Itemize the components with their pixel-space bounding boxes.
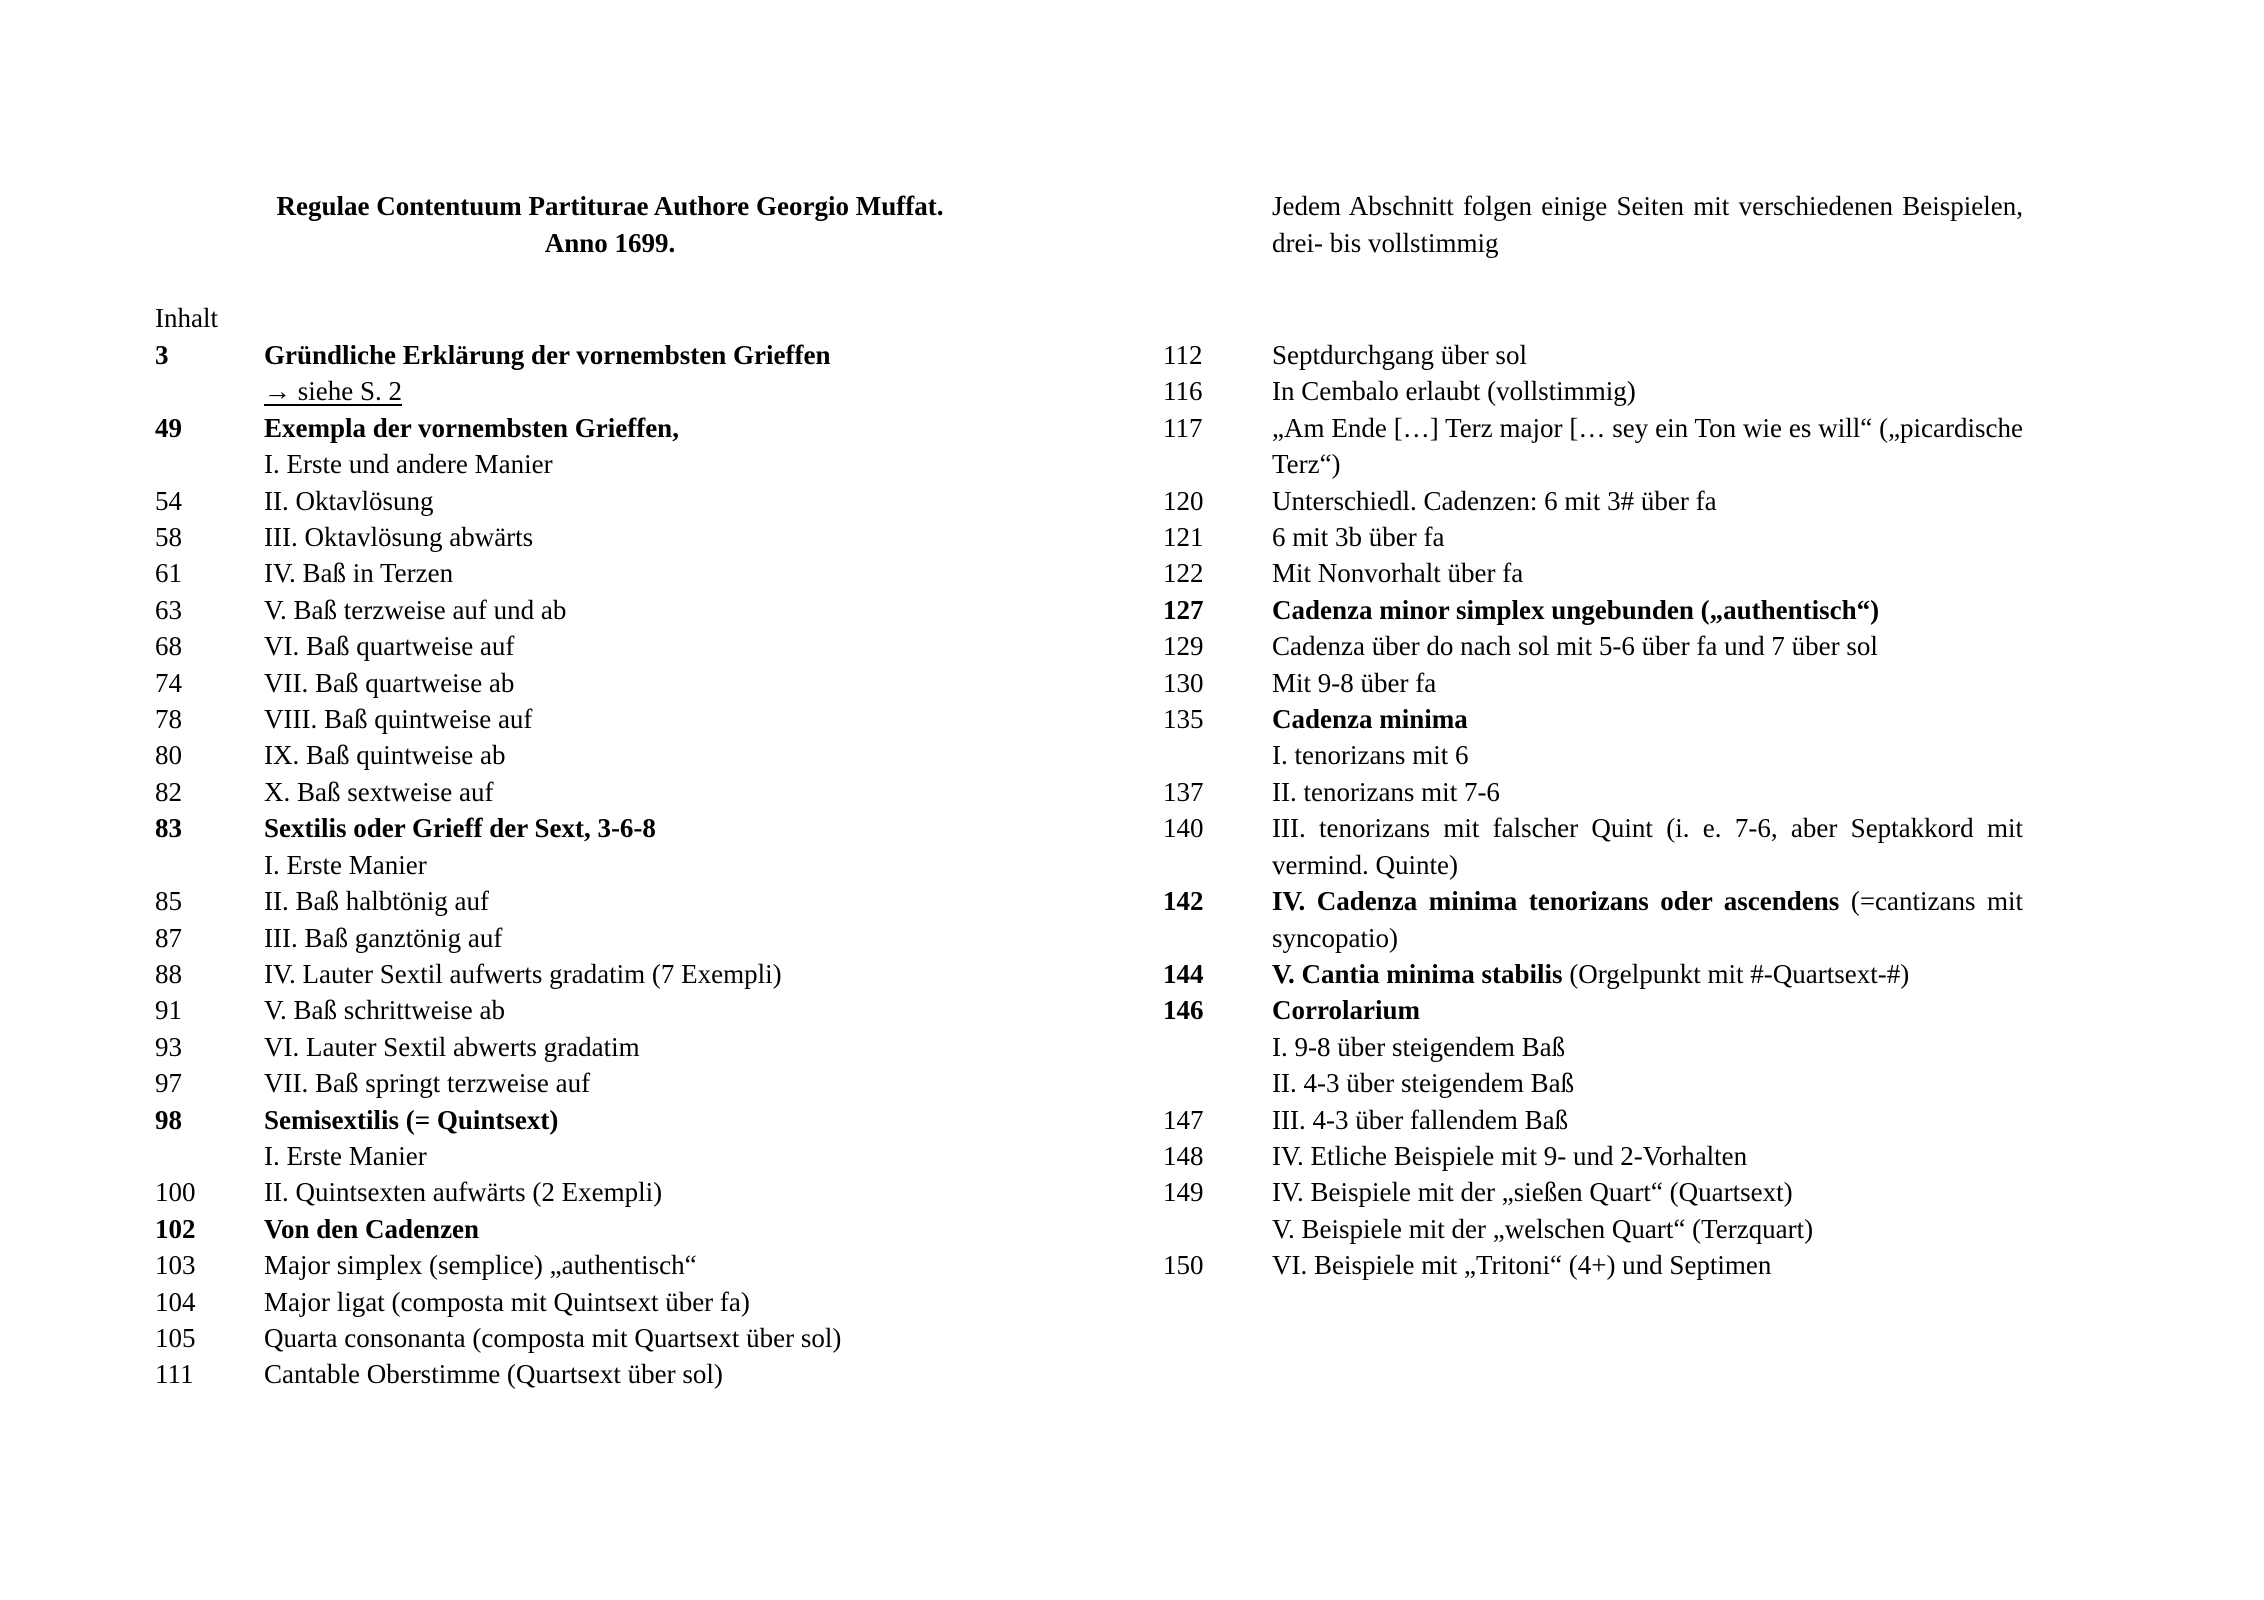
entry-title: Cadenza über do nach sol mit 5-6 über fa und 7 über sol [1272,631,1878,662]
entry-title: Exempla der vornembsten Grieffen, [264,412,679,443]
page-number: 87 [155,922,182,953]
page-number [155,373,264,409]
entry-title-bold: V. Cantia minima stabilis [1272,958,1563,989]
page-number: 148 [1163,1140,1204,1171]
toc-entry [1163,1247,2023,1283]
page-number: 91 [155,995,182,1026]
toc-entry [1163,701,2023,737]
page-number: 116 [1163,376,1203,407]
page-number: 78 [155,704,182,735]
page-number: 82 [155,776,182,807]
page-number: 129 [1163,631,1204,662]
entry-title: III. Baß ganztönig auf [264,922,503,953]
entry-title: Semisextilis (= Quintsext) [264,1104,559,1135]
toc-entry [1163,555,2023,591]
toc-entry [1163,1029,2023,1065]
toc-entry [1163,628,2023,664]
toc-entry [1163,519,2023,555]
entry-title-bold: IV. Cadenza minima tenorizans oder ascendens [1272,886,1840,917]
page-number: 140 [1163,813,1204,844]
entry-title: VI. Lauter Sextil abwerts gradatim [264,1031,640,1062]
page-number: 98 [155,1104,182,1135]
toc-entry [1163,410,2023,483]
page-number: 130 [1163,667,1204,698]
toc-entry [155,810,1055,846]
toc-entry [1163,1211,2023,1247]
toc-entry [155,337,1055,373]
contents-left-column [155,337,1055,1393]
page-number: 88 [155,958,182,989]
page-number [1163,1029,1272,1065]
entry-title: Von den Cadenzen [264,1213,480,1244]
toc-entry [155,701,1055,737]
toc-entry [1163,483,2023,519]
page-number: 80 [155,740,182,771]
page-number: 104 [155,1286,196,1317]
entry-title: Quarta consonanta (composta mit Quartsext über sol) [264,1322,842,1353]
entry-title: In Cembalo erlaubt (vollstimmig) [1272,376,1636,407]
page-number: 112 [1163,340,1203,370]
page-number: 85 [155,886,182,917]
entry-title: Cadenza minor simplex ungebunden („authentisch“) [1272,594,1880,625]
page-number [1163,737,1272,773]
page-number: 83 [155,813,182,844]
page-number: 74 [155,667,182,698]
toc-entry [1163,992,2023,1028]
entry-title: VI. Baß quartweise auf [264,631,515,662]
entry-title: IV. Etliche Beispiele mit 9- und 2-Vorhalten [1272,1140,1748,1171]
toc-entry [155,956,1055,992]
toc-entry [155,992,1055,1028]
page-number: 120 [1163,485,1204,516]
toc-entry [155,1211,1055,1247]
page-number: 61 [155,558,182,589]
page-number: 142 [1163,886,1204,917]
entry-title: VII. Baß springt terzweise auf [264,1068,591,1099]
toc-entry [1163,1065,2023,1101]
toc-entry [1163,592,2023,628]
entry-title: Unterschiedl. Cadenzen: 6 mit 3# über fa [1272,485,1717,516]
toc-entry [155,1284,1055,1320]
toc-entry [1163,737,2023,773]
entry-title [1272,956,2023,992]
title-line-2: Anno 1699. [544,228,676,258]
entry-title: II. tenorizans mit 7-6 [1272,776,1500,807]
page-number [1163,1065,1272,1101]
page-number: 103 [155,1250,196,1281]
page-number: 3 [155,340,169,370]
toc-entry [155,1138,1055,1174]
contents-heading: Inhalt [155,303,218,333]
entry-title: I. 9-8 über steigendem Baß [1272,1031,1566,1062]
page-number: 68 [155,631,182,662]
entry-title: IV. Lauter Sextil aufwerts gradatim (7 Exempli) [264,958,782,989]
intro-note: Jedem Abschnitt folgen einige Seiten mit verschiedenen Beispielen, drei- bis vollstimmig [1272,191,2023,258]
page-number [1163,1211,1272,1247]
entry-title: I. Erste Manier [264,849,427,880]
toc-entry [1163,1138,2023,1174]
entry-title: Cantable Oberstimme (Quartsext über sol) [264,1359,723,1390]
entry-title: III. 4-3 über fallendem Baß [1272,1104,1569,1135]
toc-entry [155,483,1055,519]
entry-title: IX. Baß quintweise ab [264,740,506,771]
page-number: 150 [1163,1250,1204,1281]
toc-entry [155,1247,1055,1283]
entry-title: VIII. Baß quintweise auf [264,704,533,735]
toc-entry [155,373,1055,409]
toc-entry [155,1102,1055,1138]
entry-title: IV. Baß in Terzen [264,558,454,589]
toc-entry [1163,883,2023,956]
entry-title: V. Baß terzweise auf und ab [264,594,567,625]
page-number: 97 [155,1068,182,1099]
toc-entry [1163,373,2023,409]
page-number: 135 [1163,704,1204,735]
page-number: 102 [155,1213,196,1244]
entry-title: II. Baß halbtönig auf [264,886,489,917]
page-number: 121 [1163,522,1204,553]
toc-entry [155,555,1055,591]
toc-entry [1163,956,2023,992]
entry-title: X. Baß sextweise auf [264,776,494,807]
page-number: 149 [1163,1177,1204,1208]
page-number [155,847,264,883]
page-number: 144 [1163,958,1204,989]
entry-title: Septdurchgang über sol [1272,340,1527,370]
toc-entry [155,1320,1055,1356]
page-number: 54 [155,485,182,516]
cross-reference-link[interactable]: → siehe S. 2 [264,376,402,407]
entry-title: Cadenza minima [1272,704,1468,735]
entry-title: Sextilis oder Grieff der Sext, 3-6-8 [264,813,656,844]
entry-title: IV. Beispiele mit der „sießen Quart“ (Quartsext) [1272,1177,1793,1208]
page-number: 117 [1163,412,1203,443]
contents-right-column [1163,337,2023,1284]
entry-title: I. tenorizans mit 6 [1272,740,1469,771]
page-number: 58 [155,522,182,553]
page-number: 93 [155,1031,182,1062]
toc-entry [155,1029,1055,1065]
toc-entry [1163,337,2023,373]
entry-title: Mit 9-8 über fa [1272,667,1437,698]
entry-title: „Am Ende […] Terz major [… sey ein Ton wie es will“ („picardische Terz“) [1272,412,2023,480]
toc-entry [155,883,1055,919]
toc-entry [155,1174,1055,1210]
toc-entry [155,737,1055,773]
entry-note: (Orgelpunkt mit #-Quartsext-#) [1569,958,1910,989]
toc-entry [155,446,1055,482]
page-number: 100 [155,1177,196,1208]
page-number: 147 [1163,1104,1204,1135]
toc-entry [155,1065,1055,1101]
toc-entry [155,920,1055,956]
toc-entry [155,519,1055,555]
toc-entry [155,774,1055,810]
entry-title: I. Erste Manier [264,1140,427,1171]
entry-title: III. tenorizans mit falscher Quint (i. e. 7-6, aber Septakkord mit vermind. Quinte) [1272,813,2023,880]
toc-entry [155,410,1055,446]
page-number: 63 [155,594,182,625]
entry-title: II. 4-3 über steigendem Baß [1272,1068,1575,1099]
toc-entry [1163,810,2023,883]
page-number [155,1138,264,1174]
entry-title: II. Oktavlösung [264,485,434,516]
entry-title: Corrolarium [1272,995,1420,1026]
entry-title: VII. Baß quartweise ab [264,667,515,698]
toc-entry [155,665,1055,701]
page-number: 137 [1163,776,1204,807]
page-number: 146 [1163,995,1204,1026]
toc-entry [155,592,1055,628]
entry-title: V. Beispiele mit der „welschen Quart“ (Terzquart) [1272,1213,1814,1244]
toc-entry [1163,1174,2023,1210]
entry-note: (=cantizans mit syncopatio) [1272,886,2024,953]
toc-entry [1163,665,2023,701]
toc-entry [155,1356,1055,1392]
entry-title: Major ligat (composta mit Quintsext über fa) [264,1286,750,1317]
page-number: 49 [155,412,182,443]
entry-title: I. Erste und andere Manier [264,449,553,480]
toc-entry [1163,774,2023,810]
toc-entry [155,847,1055,883]
toc-entry [155,628,1055,664]
entry-title [1272,883,2023,956]
title-line-1: Regulae Contentuum Partiturae Authore Georgio Muffat. [276,191,944,221]
entry-title: Major simplex (semplice) „authentisch“ [264,1250,697,1281]
page-number: 105 [155,1322,196,1353]
page-number: 122 [1163,558,1204,589]
entry-title: VI. Beispiele mit „Tritoni“ (4+) und Septimen [1272,1250,1772,1281]
entry-title: Mit Nonvorhalt über fa [1272,558,1524,589]
document-title [150,188,1070,262]
page-number: 111 [155,1359,194,1390]
toc-entry [1163,1102,2023,1138]
entry-title: II. Quintsexten aufwärts (2 Exempli) [264,1177,663,1208]
entry-title: Gründliche Erklärung der vornembsten Grieffen [264,340,831,370]
page-number: 127 [1163,594,1204,625]
entry-title: III. Oktavlösung abwärts [264,522,534,553]
page-number [155,446,264,482]
entry-title: 6 mit 3b über fa [1272,522,1445,553]
entry-title: V. Baß schrittweise ab [264,995,505,1026]
